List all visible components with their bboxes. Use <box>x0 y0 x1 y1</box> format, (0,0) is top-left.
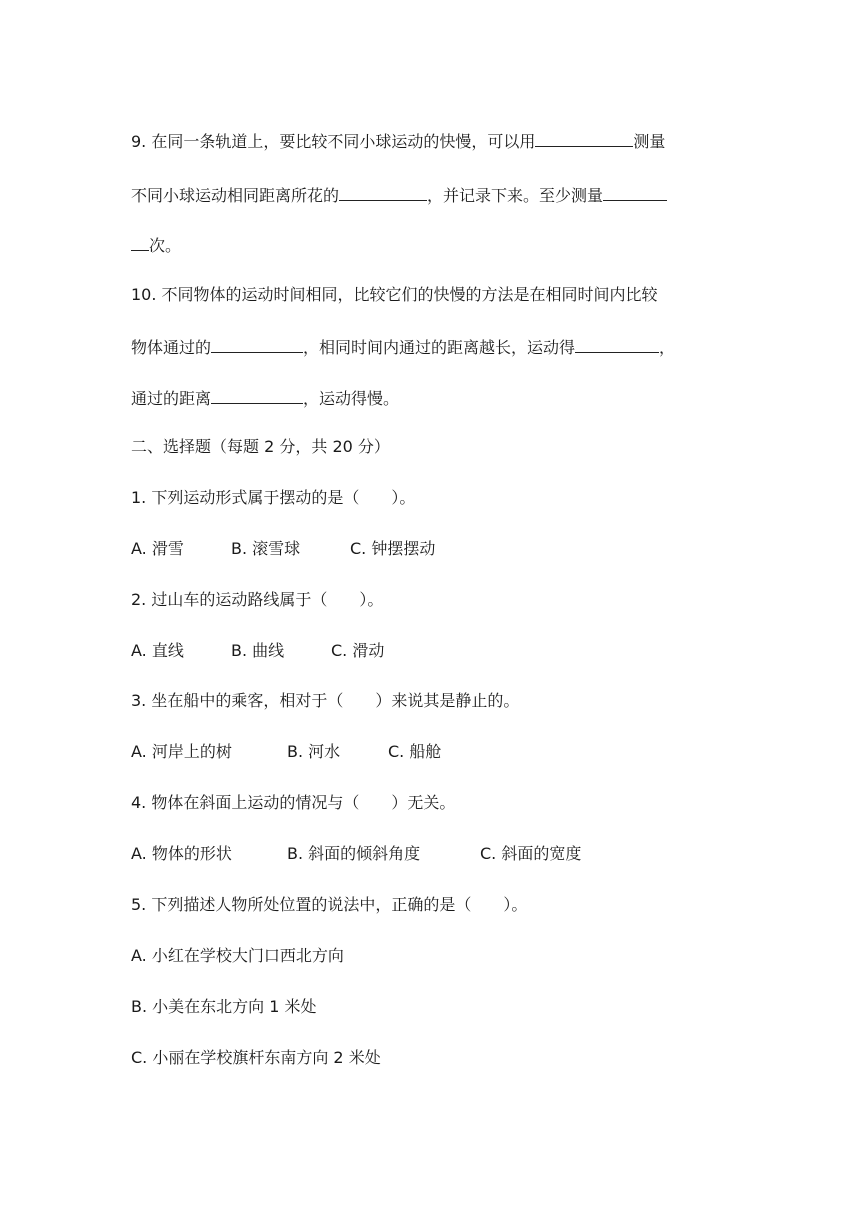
option-b[interactable]: B. 滚雪球 <box>231 539 301 558</box>
q10-line2 <box>131 337 675 359</box>
answer-blank[interactable] <box>131 235 149 251</box>
question-options <box>131 538 435 560</box>
option-a[interactable]: A. 滑雪 <box>131 539 184 558</box>
answer-blank[interactable] <box>535 131 633 147</box>
q10-text: ， <box>659 338 676 357</box>
option-b[interactable]: B. 小美在东北方向 1 米处 <box>131 997 317 1016</box>
question-options <box>131 640 384 662</box>
q9-line1 <box>131 131 665 153</box>
answer-blank[interactable] <box>339 185 427 201</box>
answer-blank[interactable] <box>211 388 303 404</box>
question-options <box>131 741 441 763</box>
option-b[interactable]: B. 曲线 <box>231 641 285 660</box>
q9-text: 不同小球运动相同距离所花的 <box>131 186 340 205</box>
question-options <box>131 843 581 865</box>
q9-text: 测量 <box>633 132 666 151</box>
option-c[interactable]: C. 滑动 <box>331 641 385 660</box>
option-a[interactable]: A. 小红在学校大门口西北方向 <box>131 946 344 965</box>
answer-blank[interactable] <box>603 185 667 201</box>
option-c[interactable]: C. 船舱 <box>388 742 442 761</box>
question-stem: 4. 物体在斜面上运动的情况与（ ）无关。 <box>131 793 456 812</box>
option-b[interactable]: B. 河水 <box>287 742 341 761</box>
q10-text: 物体通过的 <box>131 338 212 357</box>
question-stem: 5. 下列描述人物所处位置的说法中，正确的是（ ）。 <box>131 895 528 914</box>
option-c[interactable]: C. 斜面的宽度 <box>480 844 582 863</box>
option-a[interactable]: A. 河岸上的树 <box>131 742 232 761</box>
answer-blank[interactable] <box>211 337 303 353</box>
q9-text: ，并记录下来。至少测量 <box>427 186 604 205</box>
option-c[interactable]: C. 钟摆摆动 <box>350 539 436 558</box>
option-a[interactable]: A. 物体的形状 <box>131 844 232 863</box>
q10-text: 10. 不同物体的运动时间相同，比较它们的快慢的方法是在相同时间内比较 <box>131 285 658 304</box>
answer-blank[interactable] <box>575 337 659 353</box>
q9-line2 <box>131 185 667 207</box>
q10-text: ，相同时间内通过的距离越长，运动得 <box>303 338 576 357</box>
question-stem: 2. 过山车的运动路线属于（ ）。 <box>131 590 384 609</box>
q10-line3 <box>131 388 399 410</box>
option-b[interactable]: B. 斜面的倾斜角度 <box>287 844 421 863</box>
option-c[interactable]: C. 小丽在学校旗杆东南方向 2 米处 <box>131 1048 381 1067</box>
q9-line3 <box>131 235 181 257</box>
question-stem: 1. 下列运动形式属于摆动的是（ ）。 <box>131 488 416 507</box>
q10-line1 <box>131 284 658 306</box>
section-title: 二、选择题（每题 2 分，共 20 分） <box>131 437 390 456</box>
question-stem: 3. 坐在船中的乘客，相对于（ ）来说其是静止的。 <box>131 691 520 710</box>
q9-text: 9. 在同一条轨道上，要比较不同小球运动的快慢，可以用 <box>131 132 536 151</box>
q9-text: 次。 <box>149 236 182 255</box>
option-a[interactable]: A. 直线 <box>131 641 184 660</box>
q10-text: 通过的距离 <box>131 389 212 408</box>
q10-text: ，运动得慢。 <box>303 389 400 408</box>
